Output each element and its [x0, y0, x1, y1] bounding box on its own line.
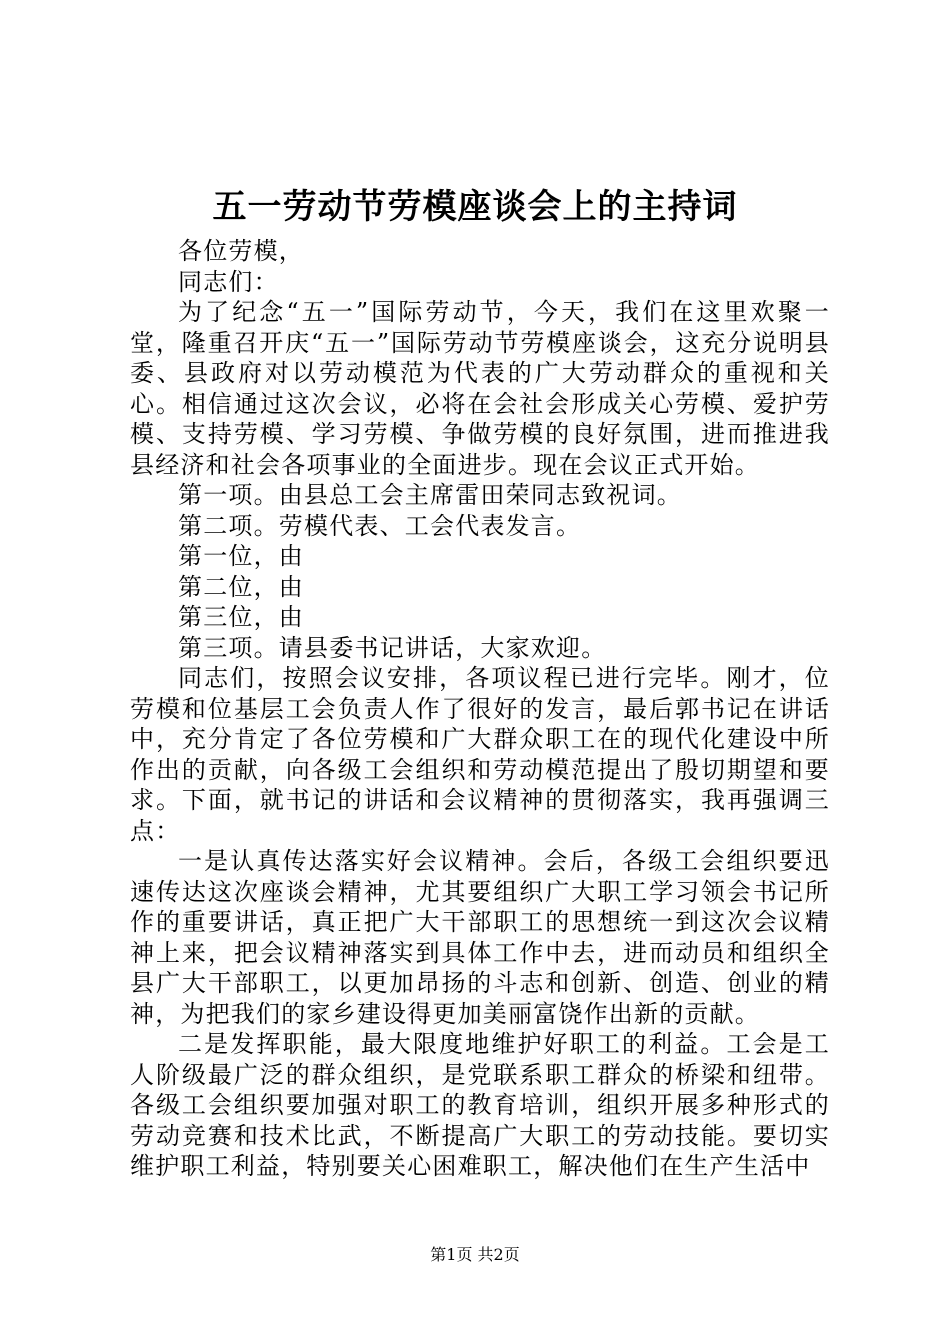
- salutation-paragraph: 各位劳模，: [178, 237, 304, 265]
- salutation-paragraph: 同志们：: [178, 267, 279, 296]
- body-paragraph: 一是认真传达落实好会议精神。会后，各级工会组织要迅速传达这次座谈会精神，尤其要组织广大职工学习领会书记所作的重要讲话，真正把广大干部职工的思想统一到这次会议精神上来，把会议精神落实到具体工作中去，进而动员和组织全县广大干部职工，以更加昂扬的斗志和创新、创造、创业的精神，为把我们的家乡建设得更加美丽富饶作出新的贡献。: [130, 847, 830, 1028]
- document-title: 五一劳动节劳模座谈会上的主持词: [212, 187, 738, 227]
- agenda-item: 第一项。由县总工会主席雷田荣同志致祝词。: [178, 481, 682, 509]
- body-paragraph: 同志们，按照会议安排，各项议程已进行完毕。刚才，位劳模和位基层工会负责人作了很好的发言，最后郭书记在讲话中，充分肯定了各位劳模和广大群众职工在的现代化建设中所作出的贡献，向各级工会组织和劳动模范提出了殷切期望和要求。下面，就书记的讲话和会议精神的贯彻落实，我再强调三点：: [130, 664, 830, 845]
- speaker-item: 第一位，由: [178, 542, 304, 570]
- speaker-item: 第二位，由: [178, 572, 304, 601]
- page-footer: 第1页 共2页: [430, 1245, 520, 1264]
- agenda-item: 第二项。劳模代表、工会代表发言。: [178, 511, 582, 540]
- document-body: [130, 236, 830, 1182]
- speaker-item: 第三位，由: [178, 603, 304, 631]
- body-paragraph: 为了纪念“五一”国际劳动节，今天，我们在这里欢聚一堂，隆重召开庆“五一”国际劳动节劳模座谈会，这充分说明县委、县政府对以劳动模范为代表的广大劳动群众的重视和关心。相信通过这次会议，必将在会社会形成关心劳模、爱护劳模、支持劳模、学习劳模、争做劳模的良好氛围，进而推进我县经济和社会各项事业的全面进步。现在会议正式开始。: [130, 298, 830, 479]
- body-paragraph: 二是发挥职能，最大限度地维护好职工的利益。工会是工人阶级最广泛的群众组织，是党联系职工群众的桥梁和纽带。各级工会组织要加强对职工的教育培训，组织开展多种形式的劳动竞赛和技术比武，不断提高广大职工的劳动技能。要切实维护职工利益，特别要关心困难职工，解决他们在生产生活中: [130, 1030, 830, 1180]
- agenda-item: 第三项。请县委书记讲话，大家欢迎。: [178, 633, 607, 662]
